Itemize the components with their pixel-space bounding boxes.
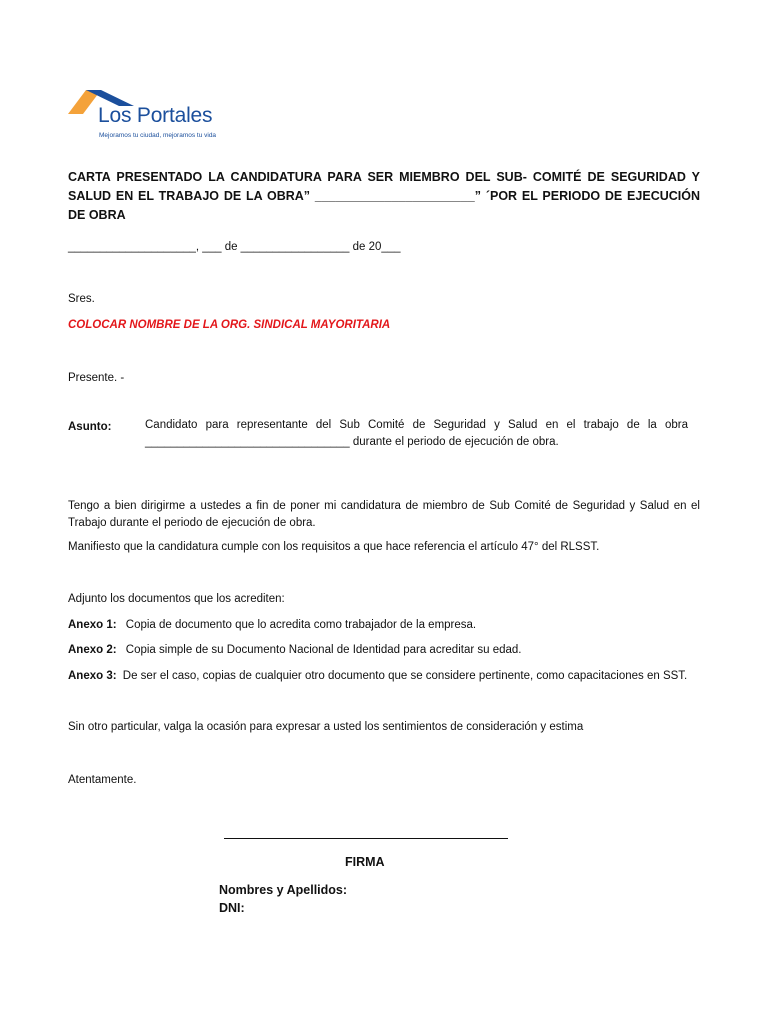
- salutation: Sres.: [68, 293, 95, 305]
- signature-label: FIRMA: [345, 855, 385, 869]
- annex-text: Copia simple de su Documento Nacional de Identidad para acreditar su edad.: [125, 644, 522, 656]
- annex-item: [68, 619, 476, 631]
- names-label: Nombres y Apellidos:: [219, 883, 348, 897]
- presente-line: Presente. -: [68, 372, 125, 384]
- annex-text: Copia de documento que lo acredita como trabajador de la empresa.: [125, 619, 477, 631]
- annex-text: De ser el caso, copias de cualquier otro documento que se considere pertinente, como capacitaciones en SST.: [122, 670, 688, 682]
- annex-label: Anexo 1:: [68, 619, 117, 631]
- closing-line: Sin otro particular, valga la ocasión para expresar a usted los sentimientos de consideración y estima: [68, 721, 584, 733]
- logo-tagline: Mejoramos tu ciudad, mejoramos tu vida: [99, 132, 217, 139]
- annex-label: Anexo 2:: [68, 644, 117, 656]
- body-paragraph-1: Tengo a bien dirigirme a ustedes a fin de poner mi candidatura de miembro de Sub Comité de Seguridad y Salud en el Trabajo durante el periodo de ejecución de obra.: [68, 500, 700, 529]
- signature-line: [224, 838, 508, 839]
- letter-title: CARTA PRESENTADO LA CANDIDATURA PARA SER MIEMBRO DEL SUB- COMITÉ DE SEGURIDAD Y SALUD EN EL TRABAJO DE LA OBRA” _______________________” ´POR EL PERIODO DE EJECUCIÓN DE OBRA: [68, 170, 700, 222]
- subject-text: [145, 417, 688, 451]
- org-name-placeholder: COLOCAR NOMBRE DE LA ORG. SINDICAL MAYORITARIA: [68, 319, 391, 331]
- dni-label: DNI:: [219, 901, 245, 915]
- logo-wordmark: Los Portales: [98, 104, 213, 127]
- regards-line: Atentamente.: [68, 774, 137, 786]
- annex-item: [68, 670, 687, 682]
- date-line: ____________________, ___ de _________________ de 20___: [68, 241, 401, 253]
- subject-label: Asunto:: [68, 421, 112, 433]
- company-logo: [66, 84, 236, 144]
- body-paragraph-3: Adjunto los documentos que los acrediten:: [68, 593, 285, 605]
- annex-item: [68, 644, 522, 656]
- subject-line-2: ________________________________ durante el periodo de ejecución de obra.: [145, 436, 559, 448]
- subject-line-1: Candidato para representante del Sub Comité de Seguridad y Salud en el trabajo de la obra: [145, 419, 688, 431]
- body-paragraph-2: Manifiesto que la candidatura cumple con los requisitos a que hace referencia el artículo 47° del RLSST.: [68, 541, 600, 553]
- annex-label: Anexo 3:: [68, 670, 117, 682]
